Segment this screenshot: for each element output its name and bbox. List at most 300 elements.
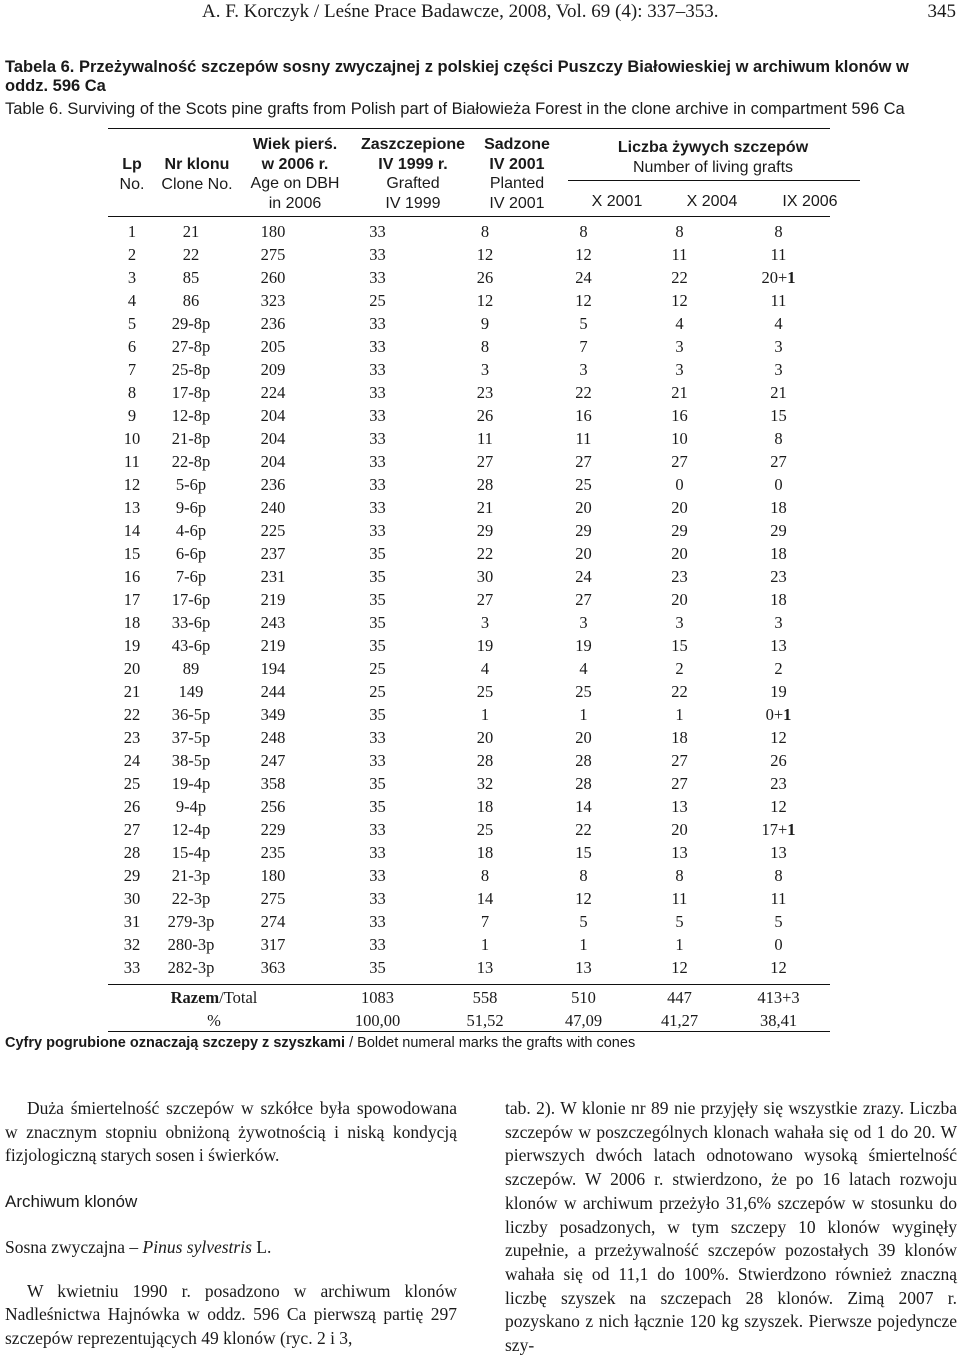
cell-x2001: 27 [575, 589, 592, 609]
cell-lp: 29 [123, 865, 141, 885]
cell-grafted: 33 [369, 888, 386, 908]
cell-x2004: 20 [671, 589, 688, 609]
header-planted-pl2: IV 2001 [489, 155, 545, 173]
cell-planted: 11 [477, 428, 493, 448]
cell-ix2006: 8 [774, 865, 783, 885]
cell-age: 317 [260, 934, 286, 954]
cell-lp: 3 [127, 267, 137, 287]
cell-grafted: 35 [369, 773, 386, 793]
table-row [108, 726, 830, 749]
cell-x2001: 25 [575, 681, 592, 701]
table-row [108, 611, 830, 634]
cell-x2004: 22 [671, 267, 688, 287]
cell-grafted: 33 [369, 313, 386, 333]
cell-lp: 4 [127, 290, 137, 310]
table-row [108, 266, 830, 289]
cell-age: 323 [260, 290, 286, 310]
cell-lp: 11 [124, 451, 140, 471]
cell-lp: 2 [127, 244, 137, 264]
table-row [108, 910, 830, 933]
table-top-rule [108, 128, 830, 129]
cell-grafted: 33 [369, 750, 386, 770]
header-clone [156, 155, 238, 194]
cell-x2004: 0 [675, 474, 684, 494]
total-cell: 1083 [361, 987, 394, 1007]
cell-clone: 282-3p [167, 957, 215, 977]
table-caption-polish: Tabela 6. Przeżywalność szczepów sosny zwyczajnej z polskiej części Puszczy Białowieskiej w archiwum klonów w oddz. 596 Ca [5, 58, 909, 95]
cell-lp: 30 [123, 888, 141, 908]
cell-grafted: 35 [369, 957, 386, 977]
cell-grafted: 33 [369, 865, 386, 885]
cell-x2001: 29 [575, 520, 592, 540]
cell-ix2006: 12 [770, 796, 787, 816]
table-row [108, 358, 830, 381]
table-row [108, 289, 830, 312]
cell-clone: 280-3p [167, 934, 215, 954]
table-body-rule [108, 984, 830, 985]
cell-grafted: 35 [369, 635, 386, 655]
species-line [5, 1236, 457, 1260]
table-row [108, 703, 830, 726]
cell-grafted: 33 [369, 934, 386, 954]
cell-x2004: 22 [671, 681, 688, 701]
cell-ix2006: 11 [770, 888, 787, 908]
cell-planted: 21 [476, 497, 494, 517]
data-table-body [108, 220, 830, 979]
cell-grafted: 33 [369, 244, 386, 264]
cell-planted: 26 [476, 405, 494, 425]
table-row [108, 473, 830, 496]
cell-planted: 12 [476, 290, 494, 310]
cell-planted: 7 [480, 911, 490, 931]
cell-grafted: 33 [369, 497, 386, 517]
header-x2004: X 2004 [686, 193, 738, 210]
cell-grafted: 33 [369, 451, 386, 471]
cell-ix2006: 13 [770, 842, 787, 862]
cell-planted: 29 [476, 520, 494, 540]
cell-planted: 8 [480, 865, 490, 885]
cell-x2004: 27 [671, 451, 688, 471]
cell-planted: 1 [480, 704, 490, 724]
cell-lp: 18 [123, 612, 141, 632]
species-latin: Pinus sylvestris [142, 1236, 252, 1257]
cell-grafted: 35 [369, 543, 386, 563]
cell-grafted: 35 [369, 589, 386, 609]
cell-ix2006: 13 [770, 635, 787, 655]
page-number: 345 [927, 1, 956, 22]
total-cell: 558 [472, 987, 498, 1007]
cell-planted: 27 [476, 451, 494, 471]
cell-x2004: 1 [675, 704, 684, 724]
cell-age: 237 [260, 543, 286, 563]
cell-age: 209 [260, 359, 286, 379]
table-row [108, 956, 830, 979]
cell-planted: 18 [476, 796, 494, 816]
table-row [108, 496, 830, 519]
cell-clone: 12-8p [171, 405, 211, 425]
cell-lp: 23 [123, 727, 141, 747]
table-row [108, 450, 830, 473]
total-row [108, 986, 830, 1009]
table-row [108, 427, 830, 450]
cell-x2001: 22 [575, 819, 592, 839]
cell-x2001: 8 [579, 865, 588, 885]
cell-lp: 12 [123, 474, 141, 494]
table-row [108, 542, 830, 565]
cell-grafted: 33 [369, 842, 386, 862]
table-row [108, 795, 830, 818]
header-planted [474, 135, 560, 213]
cell-clone: 37-5p [171, 727, 211, 747]
cell-lp: 14 [123, 520, 141, 540]
cell-x2004: 1 [675, 934, 684, 954]
cell-x2001: 5 [579, 313, 588, 333]
totals-table [108, 986, 830, 1032]
cell-x2001: 15 [575, 842, 592, 862]
cell-x2001: 24 [575, 566, 592, 586]
table-row [108, 887, 830, 910]
cell-age: 256 [260, 796, 286, 816]
cell-clone: 17-6p [171, 589, 211, 609]
cell-x2004: 20 [671, 497, 688, 517]
header-ix2006: IX 2006 [782, 193, 838, 210]
total-label [108, 986, 320, 1009]
cell-age: 363 [260, 957, 286, 977]
table-row [108, 864, 830, 887]
species-author: L. [251, 1236, 272, 1257]
cell-x2001: 27 [575, 451, 592, 471]
cell-lp: 15 [123, 543, 141, 563]
cell-ix2006: 4 [774, 313, 783, 333]
header-group-rule [568, 180, 860, 181]
table-row [108, 243, 830, 266]
header-age-pl1: Wiek pierś. [252, 136, 338, 153]
cell-clone: 22-8p [171, 451, 211, 471]
footnote-bold: Cyfry pogrubione oznaczają szczepy z szyszkami [5, 1035, 346, 1051]
cell-clone: 85 [182, 267, 200, 287]
cell-x2001: 20 [575, 497, 592, 517]
cell-ix2006: 3 [774, 612, 783, 632]
cell-age: 180 [260, 865, 286, 885]
cell-grafted: 33 [369, 520, 386, 540]
table-bottom-rule [108, 1031, 830, 1032]
cell-ix2006: 21 [770, 382, 787, 402]
percent-row [108, 1009, 830, 1032]
footnote-rest: / Boldet numeral marks the grafts with cones [345, 1035, 636, 1051]
cell-grafted: 25 [369, 681, 386, 701]
cell-planted: 18 [476, 842, 494, 862]
cell-x2004: 13 [671, 796, 688, 816]
cell-ix2006: 0 [774, 934, 783, 954]
cell-grafted: 35 [369, 566, 386, 586]
cell-ix2006: 11 [770, 244, 787, 264]
cell-x2004: 8 [675, 221, 684, 241]
cell-age: 235 [260, 842, 286, 862]
cell-grafted: 35 [369, 796, 386, 816]
header-age-en1: Age on DBH [250, 175, 340, 192]
cell-x2001: 13 [575, 957, 592, 977]
cell-clone: 15-4p [171, 842, 211, 862]
cell-ix2006: 15 [770, 405, 787, 425]
cell-x2004: 15 [671, 635, 688, 655]
cell-age: 194 [260, 658, 286, 678]
cell-planted: 9 [480, 313, 490, 333]
cell-x2004: 4 [675, 313, 684, 333]
cell-age: 231 [260, 566, 286, 586]
cell-ix2006: 17+1 [761, 819, 796, 839]
running-head: A. F. Korczyk / Leśne Prace Badawcze, 2008, Vol. 69 (4): 337–353. [202, 1, 719, 22]
cell-lp: 26 [123, 796, 141, 816]
cell-x2004: 27 [671, 773, 688, 793]
cell-lp: 13 [123, 497, 141, 517]
cell-planted: 8 [480, 221, 490, 241]
cell-x2004: 10 [671, 428, 688, 448]
cell-lp: 28 [123, 842, 141, 862]
cell-x2001: 1 [579, 704, 588, 724]
cell-grafted: 33 [369, 405, 386, 425]
percent-cell: 38,41 [759, 1010, 798, 1030]
paragraph: W kwietniu 1990 r. posadzono w archiwum klonów Nadleśnictwa Hajnówka w oddz. 596 Ca pierwszą partię 297 szczepów reprezentujących 49 klonów (ryc. 2 i 3, [5, 1280, 457, 1348]
cell-x2001: 5 [579, 911, 588, 931]
cell-x2001: 19 [575, 635, 592, 655]
cell-ix2006: 12 [770, 957, 787, 977]
cell-age: 260 [260, 267, 286, 287]
cell-clone: 9-6p [175, 497, 207, 517]
cell-x2004: 29 [671, 520, 688, 540]
cell-planted: 14 [476, 888, 494, 908]
cell-lp: 21 [123, 681, 141, 701]
cell-x2004: 20 [671, 819, 688, 839]
header-bottom-rule [108, 216, 830, 217]
table-row [108, 680, 830, 703]
percent-label: % [207, 1010, 221, 1030]
cell-clone: 21 [182, 221, 200, 241]
cell-age: 248 [260, 727, 286, 747]
total-cell: 413+3 [757, 987, 800, 1007]
cell-age: 240 [260, 497, 286, 517]
cell-ix2006: 23 [770, 566, 787, 586]
header-planted-pl1: Sadzone [484, 136, 550, 153]
cell-x2004: 3 [675, 612, 684, 632]
cell-planted: 30 [476, 566, 494, 586]
cell-x2001: 14 [575, 796, 592, 816]
cell-age: 204 [260, 451, 286, 471]
cell-x2001: 3 [579, 359, 588, 379]
header-grafted [352, 135, 474, 213]
cell-x2001: 28 [575, 750, 592, 770]
header-grafted-en1: Grafted [386, 175, 440, 192]
percent-cell: 100,00 [354, 1010, 401, 1030]
percent-cell: 41,27 [660, 1010, 699, 1030]
cell-grafted: 33 [369, 221, 386, 241]
cell-ix2006: 18 [770, 543, 787, 563]
cell-ix2006: 12 [770, 727, 787, 747]
cell-x2001: 20 [575, 543, 592, 563]
cell-clone: 279-3p [167, 911, 215, 931]
cell-age: 236 [260, 313, 286, 333]
table-row [108, 933, 830, 956]
cell-grafted: 25 [369, 658, 386, 678]
header-x2001: X 2001 [591, 193, 643, 210]
table-row [108, 404, 830, 427]
cell-age: 349 [260, 704, 286, 724]
cell-age: 243 [260, 612, 286, 632]
cell-age: 204 [260, 428, 286, 448]
cell-planted: 12 [476, 244, 494, 264]
table-row [108, 220, 830, 243]
table-row [108, 565, 830, 588]
cell-ix2006: 0+1 [765, 704, 792, 724]
cell-x2001: 1 [579, 934, 588, 954]
cell-lp: 22 [123, 704, 141, 724]
cell-planted: 32 [476, 773, 494, 793]
cell-grafted: 33 [369, 267, 386, 287]
cell-ix2006: 3 [774, 336, 783, 356]
cell-lp: 24 [123, 750, 141, 770]
table-row [108, 588, 830, 611]
header-grafted-pl1: Zaszczepione [360, 136, 466, 153]
cell-planted: 19 [476, 635, 494, 655]
cell-clone: 4-6p [175, 520, 207, 540]
cell-x2001: 3 [579, 612, 588, 632]
cell-age: 275 [260, 244, 286, 264]
paragraph: tab. 2). W klonie nr 89 nie przyjęły się wszystkie zrazy. Liczba szczepów w poszczególnych klonach wahała się od 1 do 20. W pierwszych dwóch latach odnotowano wysoką śmiertelność szczepów. W 2006 r. stwierdzono, że po 16 latach rozwoju klonów w archiwum przeżyło 31,6% szczepów w stosunku do liczby posadzonych, w tym szczepy 10 klonów wyginęły zupełnie, a przeżywalność szczepów pozostałych 39 klonów wahała się od 11,1 do 100%. Stwierdzono również znaczną liczbę szyszek na szczepach 28 klonów. Zimą 2007 r. pozyskano z nich łącznie 120 kg szyszek. Pierwsze pojedyncze szy- [505, 1098, 957, 1356]
cell-planted: 25 [476, 681, 494, 701]
table-row [108, 749, 830, 772]
cell-x2004: 23 [671, 566, 688, 586]
cell-clone: 38-5p [171, 750, 211, 770]
cell-clone: 33-6p [171, 612, 211, 632]
header-planted-en1: Planted [489, 175, 545, 192]
cell-ix2006: 23 [770, 773, 787, 793]
cell-x2004: 8 [675, 865, 684, 885]
cell-planted: 4 [480, 658, 490, 678]
cell-lp: 32 [123, 934, 141, 954]
table-row [108, 772, 830, 795]
cell-ix2006: 19 [770, 681, 787, 701]
header-age [238, 135, 352, 213]
cell-age: 224 [260, 382, 286, 402]
header-lp-pl: Lp [122, 156, 142, 173]
cell-planted: 20 [476, 727, 494, 747]
cell-clone: 12-4p [171, 819, 211, 839]
cell-planted: 26 [476, 267, 494, 287]
total-label-bold: Razem [170, 987, 220, 1007]
cell-planted: 25 [476, 819, 494, 839]
cell-age: 247 [260, 750, 286, 770]
cone-count: 1 [783, 704, 792, 724]
cell-age: 204 [260, 405, 286, 425]
table-caption-english: Table 6. Surviving of the Scots pine grafts from Polish part of Białowieża Forest in the clone archive in compartment 596 Ca [5, 100, 905, 118]
cell-lp: 5 [127, 313, 137, 333]
cell-ix2006: 26 [770, 750, 787, 770]
percent-cell: 51,52 [466, 1010, 504, 1030]
cell-age: 244 [260, 681, 286, 701]
cell-ix2006: 11 [770, 290, 787, 310]
cell-lp: 1 [127, 221, 137, 241]
cell-lp: 16 [123, 566, 141, 586]
cell-grafted: 33 [369, 382, 386, 402]
cell-clone: 17-8p [171, 382, 211, 402]
cell-lp: 8 [127, 382, 137, 402]
cell-age: 205 [260, 336, 286, 356]
cell-age: 180 [260, 221, 286, 241]
cell-grafted: 35 [369, 612, 386, 632]
cell-planted: 28 [476, 750, 494, 770]
cell-lp: 27 [123, 819, 141, 839]
percent-cell: 47,09 [564, 1010, 603, 1030]
cell-x2004: 11 [671, 244, 688, 264]
cell-age: 274 [260, 911, 286, 931]
cell-x2001: 28 [575, 773, 592, 793]
cell-ix2006: 0 [774, 474, 783, 494]
header-age-en2: in 2006 [268, 194, 322, 212]
cell-x2004: 21 [671, 382, 688, 402]
species-polish: Sosna zwyczajna – [5, 1236, 143, 1257]
header-clone-en: Clone No. [161, 175, 233, 193]
cell-grafted: 33 [369, 819, 386, 839]
cell-clone: 6-6p [175, 543, 207, 563]
total-cell: 510 [571, 987, 596, 1007]
cell-x2004: 3 [675, 359, 684, 379]
cell-ix2006: 18 [770, 497, 787, 517]
cell-x2004: 20 [671, 543, 688, 563]
table-footnote [5, 1035, 635, 1051]
cell-clone: 27-8p [171, 336, 211, 356]
cell-planted: 27 [476, 589, 494, 609]
cell-clone: 19-4p [171, 773, 211, 793]
cell-x2001: 24 [575, 267, 592, 287]
cell-ix2006: 8 [774, 428, 783, 448]
cell-planted: 3 [480, 612, 490, 632]
cell-ix2006: 18 [770, 589, 787, 609]
cell-clone: 43-6p [171, 635, 211, 655]
cell-lp: 17 [123, 589, 141, 609]
cell-planted: 23 [476, 382, 494, 402]
cell-age: 229 [260, 819, 286, 839]
cell-clone: 21-3p [171, 865, 211, 885]
total-label-rest: /Total [219, 987, 258, 1007]
cell-planted: 1 [480, 934, 490, 954]
cell-planted: 3 [480, 359, 490, 379]
cell-clone: 21-8p [171, 428, 211, 448]
section-heading: Archiwum klonów [5, 1192, 138, 1212]
cell-clone: 9-4p [175, 796, 207, 816]
cell-clone: 25-8p [171, 359, 211, 379]
cell-ix2006: 8 [774, 221, 783, 241]
header-grafted-pl2: IV 1999 r. [378, 155, 448, 173]
cell-x2004: 18 [671, 727, 688, 747]
cell-x2001: 12 [575, 888, 592, 908]
cell-x2001: 22 [575, 382, 592, 402]
cell-grafted: 33 [369, 474, 386, 494]
cell-grafted: 33 [369, 336, 386, 356]
cell-x2004: 2 [675, 658, 684, 678]
cell-x2004: 5 [675, 911, 684, 931]
cell-x2001: 25 [575, 474, 592, 494]
cell-age: 219 [260, 635, 286, 655]
total-cell: 447 [667, 987, 692, 1007]
cell-x2001: 12 [575, 244, 592, 264]
cell-age: 219 [260, 589, 286, 609]
cell-lp: 20 [123, 658, 141, 678]
table-row [108, 634, 830, 657]
cell-x2004: 3 [675, 336, 684, 356]
cell-clone: 29-8p [171, 313, 211, 333]
table-row [108, 818, 830, 841]
cell-grafted: 33 [369, 911, 386, 931]
cell-x2001: 12 [575, 290, 592, 310]
